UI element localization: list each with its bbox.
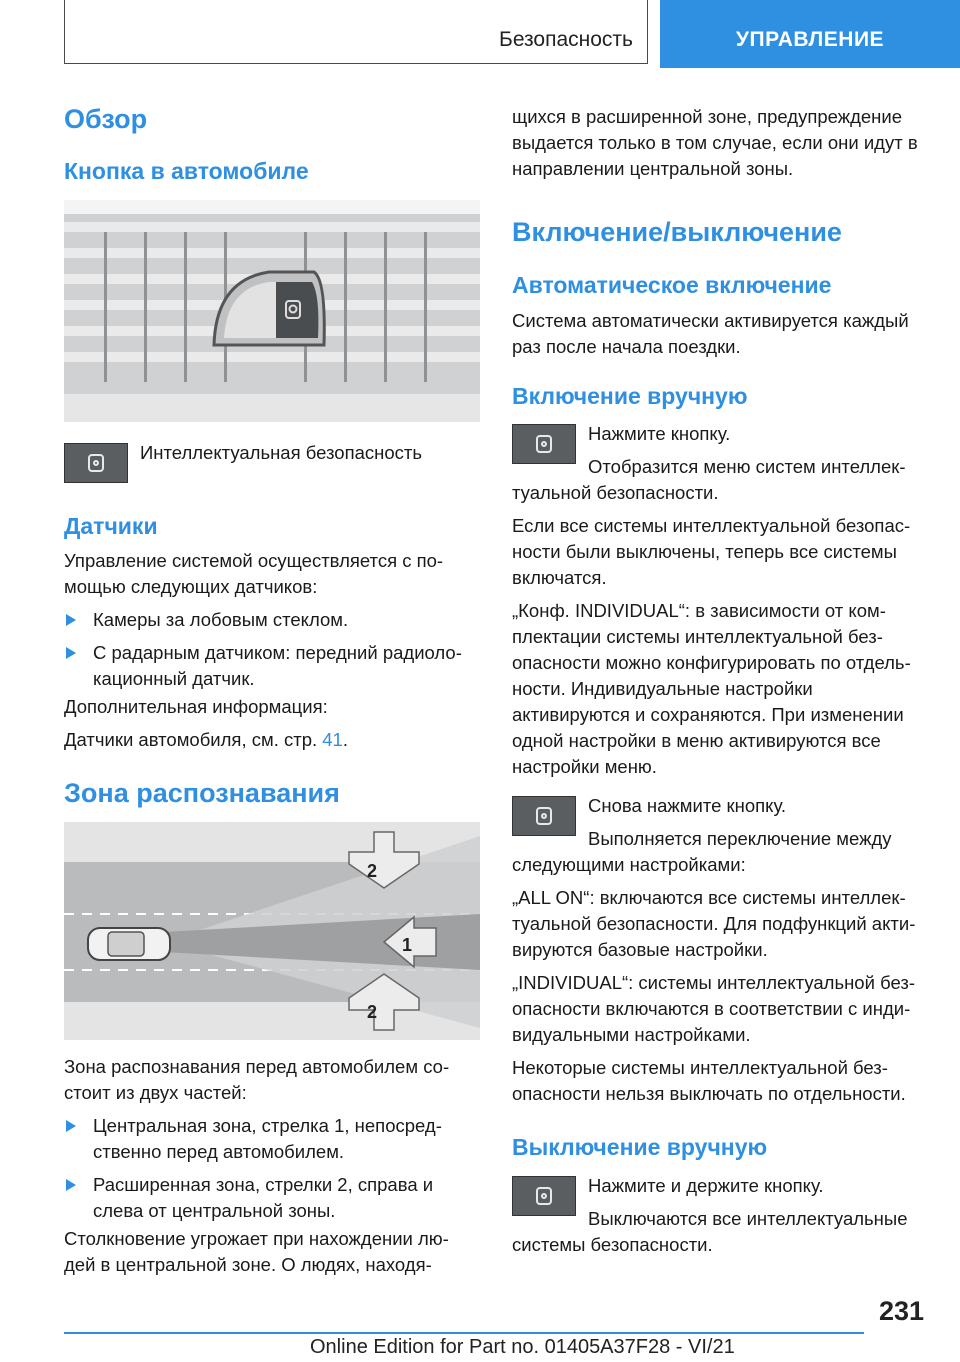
conf-5: активируются и сохраняются. При изменении	[512, 704, 904, 725]
zone-intro-2: стоит из двух частей:	[64, 1082, 247, 1103]
conf-6: одной настройки в меню активируются все	[512, 730, 881, 751]
collision-1: Столкновение угрожает при нахождении лю-	[64, 1228, 449, 1249]
all-off-1: Если все системы интеллектуальной безопас-	[512, 515, 911, 536]
indiv-1: „INDIVIDUAL“: системы интеллектуальной без-	[512, 972, 915, 993]
collision-2: дей в центральной зоне. О людях, находя-	[64, 1254, 432, 1275]
zone-intro-1: Зона распознавания перед автомобилем со-	[64, 1056, 450, 1077]
conf-7: настройки меню.	[512, 756, 657, 777]
allon-1: „ALL ON“: включаются все системы интеллек-	[512, 887, 906, 908]
zone-item-2b: слева от центральной зоны.	[93, 1200, 336, 1221]
cont-3: направлении центральной зоны.	[512, 158, 794, 179]
sensor-ref: Датчики автомобиля, см. стр. 41.	[64, 729, 348, 750]
sensor-item-2a: С радарным датчиком: передний радиоло-	[93, 642, 462, 663]
conf-2: плектации системы интеллектуальной без-	[512, 626, 883, 647]
sensors-intro-1: Управление системой осуществляется с по-	[64, 550, 444, 571]
car-icon	[88, 928, 170, 960]
indiv-3: видуальными настройками.	[512, 1024, 751, 1045]
sensor-item-2b: кационный датчик.	[93, 668, 255, 689]
header-section: Безопасность	[499, 28, 633, 51]
header-chapter-tab[interactable]	[660, 0, 960, 68]
zone-item-1a: Центральная зона, стрелка 1, непосред-	[93, 1115, 442, 1136]
heading-manual-on: Включение вручную	[512, 383, 748, 409]
allon-2: туальной безопасности. Для подфункций акти-	[512, 913, 916, 934]
intelligent-safety-button-icon	[512, 424, 576, 464]
heading-manual-off: Выключение вручную	[512, 1134, 768, 1160]
sensor-item-1: Камеры за лобовым стеклом.	[93, 609, 349, 630]
heading-auto: Автоматическое включение	[512, 272, 832, 298]
off-1: Выключаются все интеллектуальные	[588, 1208, 908, 1229]
heading-button: Кнопка в автомобиле	[64, 158, 309, 184]
heading-zone: Зона распознавания	[64, 778, 340, 808]
bullet-icon	[66, 647, 76, 659]
press-again: Снова нажмите кнопку.	[588, 795, 786, 816]
some-1: Некоторые системы интеллектуальной без-	[512, 1057, 888, 1078]
bullet-icon	[66, 1120, 76, 1132]
intelligent-safety-button-icon	[512, 1176, 576, 1216]
all-off-3: включатся.	[512, 567, 607, 588]
auto-1: Система автоматически активируется каждый	[512, 310, 909, 331]
header-chapter: УПРАВЛЕНИЕ	[735, 28, 885, 51]
auto-2: раз после начала поездки.	[512, 336, 741, 357]
heading-overview: Обзор	[64, 104, 148, 134]
all-off-2: ности были выключены, теперь все системы	[512, 541, 897, 562]
switch-2: следующими настройками:	[512, 854, 746, 875]
zone-item-1b: ственно перед автомобилем.	[93, 1141, 345, 1162]
detection-zone-diagram	[64, 822, 480, 1040]
conf-1: „Конф. INDIVIDUAL“: в зависимости от ком-	[512, 600, 886, 621]
header-box	[64, 0, 648, 64]
press-hold: Нажмите и держите кнопку.	[588, 1175, 824, 1196]
page-link[interactable]: 41	[322, 729, 343, 750]
more-info: Дополнительная информация:	[64, 696, 328, 717]
page-number: 231	[878, 1296, 924, 1326]
button-caption: Интеллектуальная безопасность	[140, 442, 422, 463]
bullet-icon	[66, 614, 76, 626]
indiv-2: опасности включаются в соответствии с инди-	[512, 998, 911, 1019]
menu-1: Отобразится меню систем интеллек-	[588, 456, 906, 477]
zone-item-2a: Расширенная зона, стрелки 2, справа и	[93, 1174, 434, 1195]
heading-sensors: Датчики	[64, 513, 158, 539]
bullet-icon	[66, 1179, 76, 1191]
off-2: системы безопасности.	[512, 1234, 713, 1255]
footer-divider	[64, 1332, 864, 1334]
edition-text: Online Edition for Part no. 01405A37F28 - VI/21	[310, 1336, 735, 1358]
allon-3: вируются базовые настройки.	[512, 939, 768, 960]
sensors-intro-2: мощью следующих датчиков:	[64, 576, 318, 597]
some-2: опасности нельзя выключать по отдельности.	[512, 1083, 906, 1104]
cont-1: щихся в расширенной зоне, предупреждение	[512, 106, 903, 127]
dashboard-button-image	[64, 200, 480, 422]
zone-label-2-bottom: 2	[367, 1002, 378, 1022]
switch-1: Выполняется переключение между	[588, 828, 892, 849]
menu-2: туальной безопасности.	[512, 482, 719, 503]
press-button: Нажмите кнопку.	[588, 423, 731, 444]
conf-3: опасности можно конфигурировать по отдель-	[512, 652, 911, 673]
cont-2: выдается только в том случае, если они идут в	[512, 132, 918, 153]
intelligent-safety-button-icon	[64, 443, 128, 483]
zone-label-1: 1	[402, 935, 413, 955]
zone-label-2-top: 2	[367, 861, 378, 881]
conf-4: ности. Индивидуальные настройки	[512, 678, 813, 699]
intelligent-safety-button-icon	[512, 796, 576, 836]
heading-onoff: Включение/выключение	[512, 217, 842, 247]
